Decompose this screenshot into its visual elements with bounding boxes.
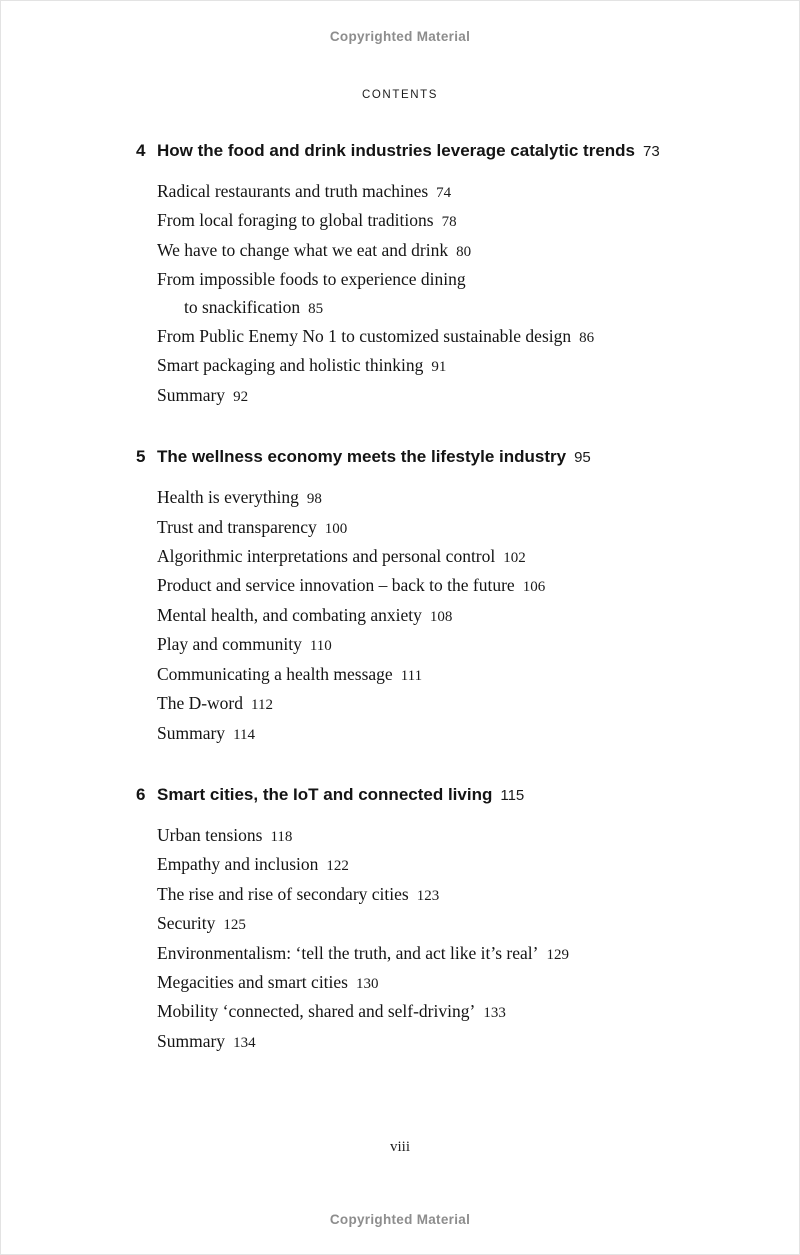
entry-page-number: 92: [233, 388, 249, 405]
entry-page-number: 134: [233, 1034, 256, 1051]
page-number-folio: viii: [389, 1139, 410, 1155]
chapter-entries: [157, 178, 719, 411]
contents-header: CONTENTS: [361, 89, 439, 101]
chapter-heading: [136, 784, 719, 807]
toc-entry: Radical restaurants and truth machines 74: [157, 181, 452, 201]
toc-entry-continuation: to snackification 85: [184, 296, 324, 317]
entry-page-number: 122: [326, 858, 349, 875]
chapter-title: The wellness economy meets the lifestyle industry 95: [157, 447, 591, 467]
entry-page-number: 100: [324, 520, 348, 537]
toc-entry: Summary 134: [157, 1030, 256, 1051]
toc-entry: Algorithmic interpretations and personal control 102: [157, 546, 526, 567]
entry-page-number: 98: [306, 491, 322, 508]
entry-page-number: 85: [308, 300, 324, 317]
entry-page-number: 123: [416, 887, 440, 904]
toc-entry: Smart packaging and holistic thinking 91: [157, 355, 447, 376]
entry-page-number: 74: [436, 185, 452, 201]
toc-entry: Product and service innovation – back to the future 106: [157, 575, 546, 596]
copyright-watermark-top: Copyrighted Material: [329, 29, 471, 44]
table-of-contents: [136, 140, 719, 1092]
toc-entry: From impossible foods to experience dining: [157, 269, 466, 290]
chapter-entries: [157, 484, 719, 749]
entry-page-number: 130: [355, 975, 379, 992]
toc-entry: Security 125: [157, 913, 246, 934]
chapter-page-number: 115: [500, 786, 525, 804]
chapter-title: How the food and drink industries leverage catalytic trends 73: [157, 141, 660, 160]
entry-page-number: 86: [579, 330, 595, 347]
toc-entry: We have to change what we eat and drink 80: [157, 239, 472, 260]
entry-page-number: 80: [456, 243, 472, 260]
chapter-number: 5: [136, 447, 146, 467]
chapter-title: Smart cities, the IoT and connected living 115: [157, 784, 525, 804]
toc-chapter: [136, 446, 719, 749]
entry-page-number: 129: [546, 946, 569, 963]
toc-entry: Environmentalism: ‘tell the truth, and act like it’s real’ 129: [157, 942, 569, 963]
chapter-number: 4: [136, 141, 146, 160]
chapter-entries: [157, 822, 719, 1057]
entry-page-number: 125: [223, 917, 246, 934]
toc-entry: Communicating a health message 111: [157, 663, 423, 684]
entry-page-number: 133: [483, 1005, 506, 1022]
entry-page-number: 114: [233, 726, 256, 743]
entry-page-number: 111: [400, 667, 423, 684]
entry-page-number: 108: [429, 608, 453, 625]
entry-page-number: 118: [270, 828, 293, 845]
toc-entry: The rise and rise of secondary cities 123: [157, 883, 440, 904]
entry-page-number: 102: [503, 550, 526, 567]
toc-entry: Megacities and smart cities 130: [157, 971, 379, 992]
entry-page-number: 106: [522, 579, 546, 596]
entry-page-number: 110: [309, 638, 332, 655]
toc-entry: Empathy and inclusion 122: [157, 854, 349, 875]
copyright-watermark-bottom: Copyrighted Material: [329, 1212, 471, 1227]
toc-entry: Health is everything 98: [157, 487, 322, 508]
toc-entry: Mental health, and combating anxiety 108: [157, 604, 453, 625]
toc-entry: Play and community 110: [157, 634, 332, 655]
toc-chapter: [136, 784, 719, 1057]
chapter-number: 6: [136, 784, 146, 804]
chapter-heading: [136, 446, 719, 469]
chapter-heading: [136, 140, 719, 163]
toc-entry: Summary 92: [157, 384, 249, 405]
chapter-page-number: 73: [643, 143, 660, 160]
toc-entry: Summary 114: [157, 722, 256, 743]
entry-page-number: 112: [251, 697, 273, 714]
entry-page-number: 91: [431, 359, 447, 376]
toc-entry: From local foraging to global traditions 78: [157, 210, 457, 231]
toc-entry: Urban tensions 118: [157, 824, 293, 845]
toc-entry: Mobility ‘connected, shared and self-driving’ 133: [157, 1001, 506, 1022]
toc-chapter: [136, 140, 719, 411]
toc-entry: The D-word 112: [157, 693, 273, 714]
toc-entry: Trust and transparency 100: [157, 516, 348, 537]
chapter-page-number: 95: [574, 449, 591, 467]
entry-page-number: 78: [441, 214, 457, 231]
toc-entry: From Public Enemy No 1 to customized sustainable design 86: [157, 326, 595, 347]
